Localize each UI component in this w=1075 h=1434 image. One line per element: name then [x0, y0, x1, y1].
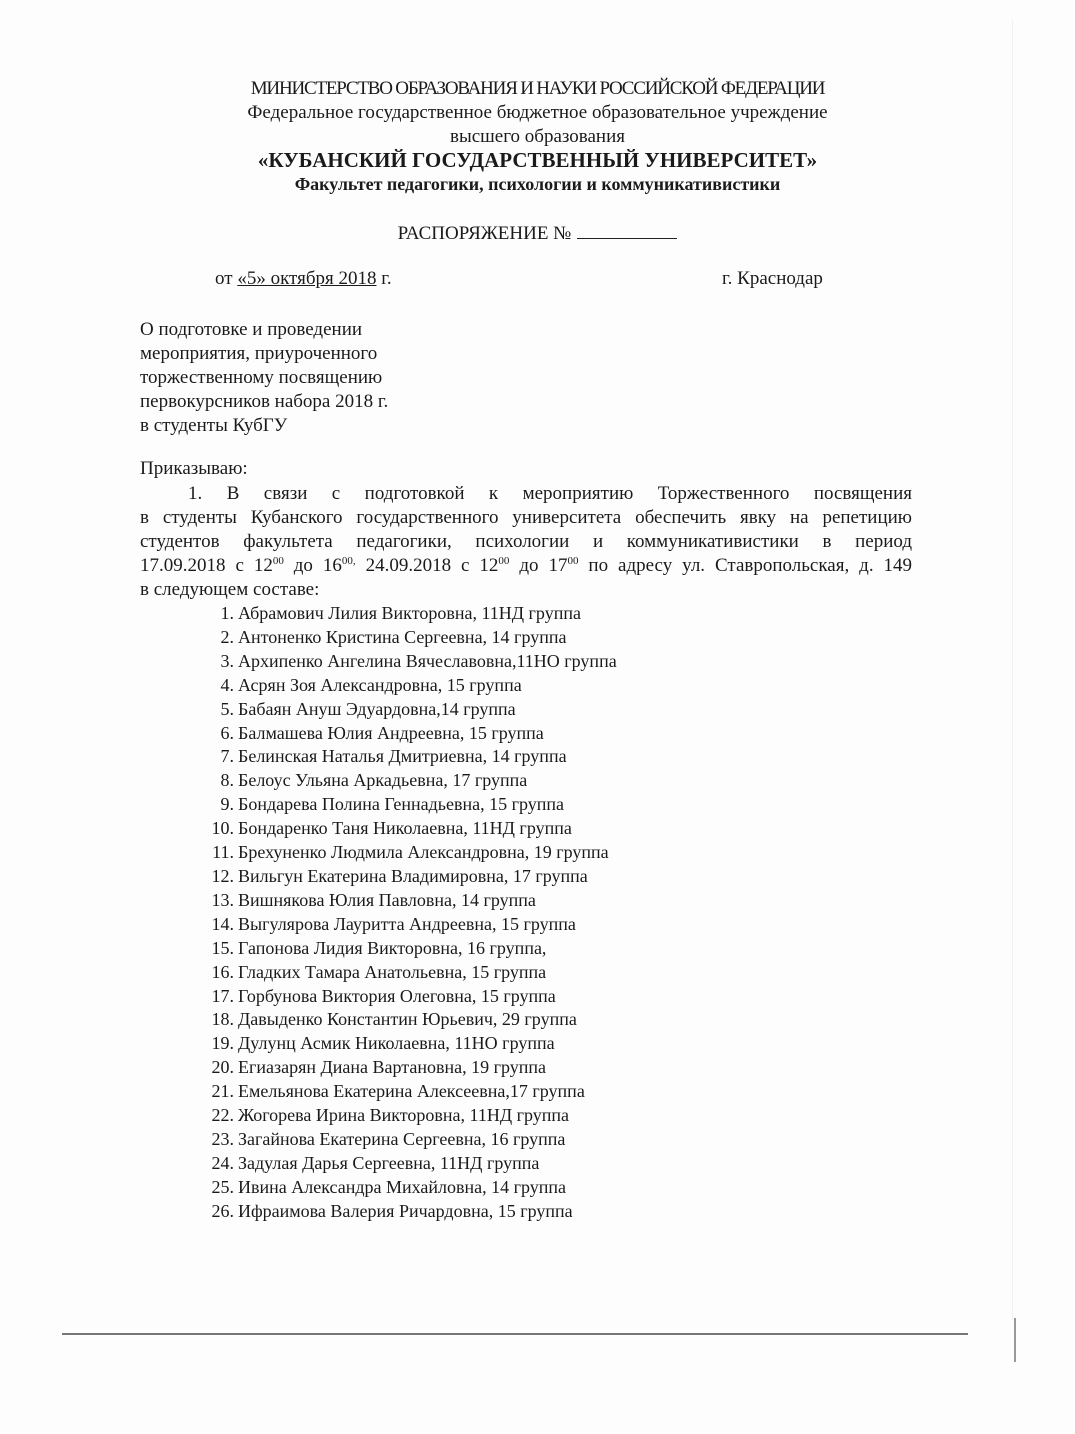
- student-name: Вильгун Екатерина Владимировна, 17 группа: [238, 865, 588, 886]
- student-number: 20.: [211, 1057, 234, 1078]
- student-number: 10.: [211, 818, 234, 839]
- student-number: 18.: [211, 1009, 234, 1030]
- schedule-text: 17.09.2018 с 12: [140, 555, 273, 576]
- student-number: 7.: [220, 746, 234, 767]
- schedule-minutes: 00: [567, 555, 579, 567]
- order-title-text: РАСПОРЯЖЕНИЕ №: [397, 223, 572, 244]
- student-number: 13.: [211, 889, 234, 910]
- student-number: 24.: [211, 1152, 234, 1173]
- student-number: 6.: [220, 722, 234, 743]
- student-number: 26.: [211, 1200, 234, 1221]
- student-number: 17.: [211, 985, 234, 1006]
- student-list-item: [188, 865, 617, 889]
- order-date-prefix: от: [215, 268, 238, 289]
- subject-line: мероприятия, приуроченного: [140, 343, 378, 364]
- student-list-item: [188, 841, 617, 865]
- student-number: 15.: [211, 937, 234, 958]
- schedule-text: 24.09.2018 с 12: [355, 555, 499, 576]
- student-list-item: [188, 745, 617, 769]
- institution-type: Федеральное государственное бюджетное образовательное учреждение: [247, 102, 828, 123]
- student-list-item: [188, 1200, 617, 1224]
- student-number: 3.: [220, 650, 234, 671]
- student-list-item: [188, 937, 617, 961]
- schedule-minutes: 00: [498, 555, 510, 567]
- student-name: Архипенко Ангелина Вячеславовна,11НО группа: [238, 650, 617, 671]
- subject-line: в студенты КубГУ: [140, 415, 288, 436]
- student-number: 12.: [211, 865, 234, 886]
- student-name: Вишнякова Юлия Павловна, 14 группа: [238, 889, 536, 910]
- student-name: Бондарева Полина Геннадьевна, 15 группа: [238, 794, 565, 815]
- student-list-item: [188, 1080, 617, 1104]
- order-subject: [140, 318, 388, 438]
- page-bottom-rule: [62, 1333, 968, 1335]
- student-name: Выгулярова Лауритта Андреевна, 15 группа: [238, 913, 576, 934]
- student-list-item: [188, 650, 617, 674]
- paragraph-line: студентов факультета педагогики, психологии и коммуникативистики в период: [140, 531, 912, 552]
- order-word: Приказываю:: [140, 458, 248, 479]
- student-list-item: [188, 889, 617, 913]
- paragraph-line: 1. В связи с подготовкой к мероприятию Торжественного посвящения: [188, 483, 912, 504]
- student-list-item: [188, 722, 617, 746]
- ministry-name: МИНИСТЕРСТВО ОБРАЗОВАНИЯ И НАУКИ РОССИЙСКОЙ ФЕДЕРАЦИИ: [250, 78, 825, 99]
- student-name: Абрамович Лилия Викторовна, 11НД группа: [238, 603, 581, 623]
- student-list-item: [188, 1104, 617, 1128]
- student-number: 1.: [220, 603, 234, 623]
- schedule-minutes: 00: [272, 555, 284, 567]
- student-name: Белоус Ульяна Аркадьевна, 17 группа: [238, 770, 528, 791]
- schedule-text: до 17: [509, 555, 568, 576]
- schedule-text: до 16: [283, 555, 342, 576]
- student-name: Емельянова Екатерина Алексеевна,17 группа: [238, 1081, 585, 1102]
- student-list-item: [188, 1176, 617, 1200]
- student-name: Ифраимова Валерия Ричардовна, 15 группа: [238, 1200, 573, 1221]
- student-number: 5.: [220, 698, 234, 719]
- paragraph-line: в следующем составе:: [140, 579, 320, 600]
- student-name: Задулая Дарья Сергеевна, 11НД группа: [238, 1152, 540, 1173]
- order-date: [215, 268, 392, 290]
- subject-line: первокурсников набора 2018 г.: [140, 391, 389, 412]
- student-list-item: [188, 602, 617, 626]
- education-level: высшего образования: [449, 126, 626, 147]
- student-number: 23.: [211, 1128, 234, 1149]
- order-number-blank: [577, 220, 677, 239]
- student-name: Брехуненко Людмила Александровна, 19 группа: [238, 842, 609, 863]
- student-list-item: [188, 698, 617, 722]
- student-number: 25.: [211, 1176, 234, 1197]
- student-name: Антоненко Кристина Сергеевна, 14 группа: [238, 626, 567, 647]
- student-list-item: [188, 913, 617, 937]
- student-list-item: [188, 1008, 617, 1032]
- student-name: Дулунц Асмик Николаевна, 11НО группа: [238, 1033, 555, 1054]
- order-paragraph: [140, 482, 912, 602]
- faculty-name: Факультет педагогики, психологии и коммуникативистики: [294, 174, 781, 194]
- student-number: 8.: [220, 770, 234, 791]
- student-number: 22.: [211, 1105, 234, 1126]
- student-list-item: [188, 961, 617, 985]
- schedule-address: по адресу ул. Ставропольская, д. 149: [578, 555, 912, 576]
- paragraph-line-schedule: [140, 554, 912, 578]
- student-name: Балмашева Юлия Андреевна, 15 группа: [238, 722, 544, 743]
- student-list-item: [188, 793, 617, 817]
- order-date-value: «5» октября 2018: [237, 268, 377, 289]
- student-name: Давыденко Константин Юрьевич, 29 группа: [238, 1009, 577, 1030]
- student-number: 4.: [220, 674, 234, 695]
- scan-edge-shadow: [1012, 20, 1013, 1320]
- student-list: [188, 602, 617, 1224]
- student-list-item: [188, 769, 617, 793]
- student-name: Ивина Александра Михайловна, 14 группа: [238, 1176, 567, 1197]
- student-list-item: [188, 1056, 617, 1080]
- student-list-item: [188, 1152, 617, 1176]
- student-list-item: [188, 626, 617, 650]
- student-name: Белинская Наталья Дмитриевна, 14 группа: [238, 746, 567, 767]
- student-number: 9.: [220, 794, 234, 815]
- order-title: [0, 220, 1075, 245]
- order-date-suffix: г.: [376, 268, 392, 289]
- student-name: Бабаян Ануш Эдуардовна,14 группа: [238, 698, 516, 719]
- order-city: г. Краснодар: [722, 268, 823, 289]
- student-name: Бондаренко Таня Николаевна, 11НД группа: [238, 818, 572, 839]
- student-name: Загайнова Екатерина Сергеевна, 16 группа: [238, 1128, 566, 1149]
- student-name: Асрян Зоя Александровна, 15 группа: [238, 674, 522, 695]
- subject-line: О подготовке и проведении: [140, 319, 363, 340]
- student-number: 2.: [220, 626, 234, 647]
- student-list-item: [188, 985, 617, 1009]
- student-name: Гладких Тамара Анатольевна, 15 группа: [238, 961, 547, 982]
- student-name: Егиазарян Диана Вартановна, 19 группа: [238, 1057, 547, 1078]
- schedule-minutes: 00,: [341, 555, 356, 567]
- scan-edge-mark: [1014, 1318, 1016, 1362]
- student-number: 21.: [211, 1081, 234, 1102]
- student-list-item: [188, 1128, 617, 1152]
- subject-line: торжественному посвящению: [140, 367, 383, 388]
- student-list-item: [188, 674, 617, 698]
- student-number: 16.: [211, 961, 234, 982]
- university-name: «КУБАНСКИЙ ГОСУДАРСТВЕННЫЙ УНИВЕРСИТЕТ»: [257, 148, 818, 172]
- student-name: Гапонова Лидия Викторовна, 16 группа,: [238, 937, 547, 958]
- student-name: Горбунова Виктория Олеговна, 15 группа: [238, 985, 556, 1006]
- paragraph-line: в студенты Кубанского государственного университета обеспечить явку на репетицию: [140, 507, 912, 528]
- student-number: 14.: [211, 913, 234, 934]
- student-list-item: [188, 1032, 617, 1056]
- student-list-item: [188, 817, 617, 841]
- student-number: 19.: [211, 1033, 234, 1054]
- student-number: 11.: [212, 842, 234, 863]
- student-name: Жогорева Ирина Викторовна, 11НД группа: [238, 1105, 570, 1126]
